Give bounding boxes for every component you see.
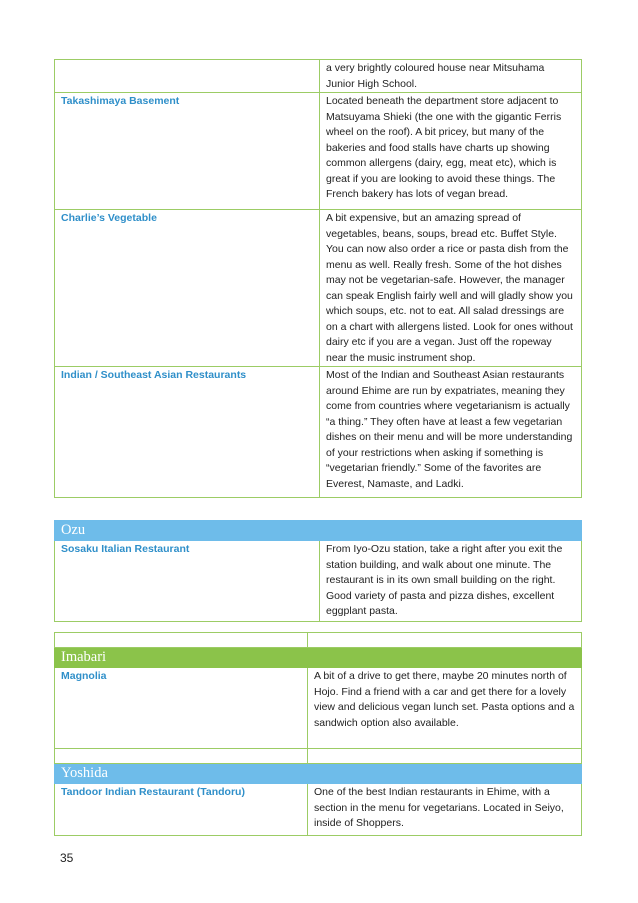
restaurant-description: Located beneath the department store adjacent to Matsuyama Shieki (the one with the gigantic Ferris wheel on the roof). A bit pricey, but many of the bakeries and food stalls have charts up showing common allergens (dairy, egg, meat etc), which is great if you are looking to avoid these things. The French bakery has lots of vegan bread. — [320, 93, 582, 210]
restaurant-name — [55, 60, 320, 93]
section-header — [55, 521, 582, 541]
restaurant-name: Sosaku Italian Restaurant — [55, 541, 320, 622]
restaurant-description: From Iyo-Ozu station, take a right after you exit the station building, and walk about one minute. The restaurant is in its own small building on the right. Good variety of pasta and pizza dishes, excellent eggplant pasta. — [320, 541, 582, 622]
table-row — [55, 668, 582, 749]
section-header — [55, 648, 582, 668]
restaurant-name: Indian / Southeast Asian Restaurants — [55, 367, 320, 498]
section-heading-imabari: Imabari — [55, 648, 308, 668]
restaurant-table — [54, 59, 582, 498]
table-row — [55, 93, 582, 210]
restaurant-description: A bit expensive, but an amazing spread of vegetables, beans, soups, bread etc. Buffet Style. You can now also order a rice or pasta dish from the menu as well. Really fresh. Some of the hot dishes may not be vegetarian-safe. However, the manager can speak English fairly well and will gladly show you which soups, etc. not to eat. All salad dressings are on a chart with allergens listed. Look for ones without dairy etc if you are a vegan. Just off the ropeway near the music instrument shop. — [320, 210, 582, 367]
table-row — [55, 784, 582, 836]
ozu-section — [54, 520, 582, 622]
restaurant-description: Most of the Indian and Southeast Asian restaurants around Ehime are run by expatriates, meaning they come from countries where vegetarianism is actually “a thing.” They often have at least a few vegetarian dishes on their menu and will be more understanding of your restrictions when asking if something is “vegetarian friendly.” Some of the favorites are Everest, Namaste, and Ladki. — [320, 367, 582, 498]
table-row — [55, 210, 582, 367]
restaurant-description: a very brightly coloured house near Mitsuhama Junior High School. — [320, 60, 582, 93]
page-number: 35 — [60, 851, 74, 865]
section-heading-ozu: Ozu — [55, 521, 320, 541]
table-row — [55, 541, 582, 622]
restaurant-name: Magnolia — [55, 668, 308, 749]
restaurant-name: Charlie’s Vegetable — [55, 210, 320, 367]
section-header — [55, 764, 582, 784]
table-row — [55, 60, 582, 93]
imabari-section — [54, 632, 582, 836]
table-row — [55, 367, 582, 498]
section-heading-yoshida: Yoshida — [55, 764, 308, 784]
restaurant-name: Tandoor Indian Restaurant (Tandoru) — [55, 784, 308, 836]
restaurant-name: Takashimaya Basement — [55, 93, 320, 210]
restaurant-description: A bit of a drive to get there, maybe 20 minutes north of Hojo. Find a friend with a car and get there for a lovely view and delicious vegan lunch set. Pasta options and a sandwich option also available. — [308, 668, 582, 749]
restaurant-description: One of the best Indian restaurants in Ehime, with a section in the menu for vegetarians. Located in Seiyo, inside of Shoppers. — [308, 784, 582, 836]
